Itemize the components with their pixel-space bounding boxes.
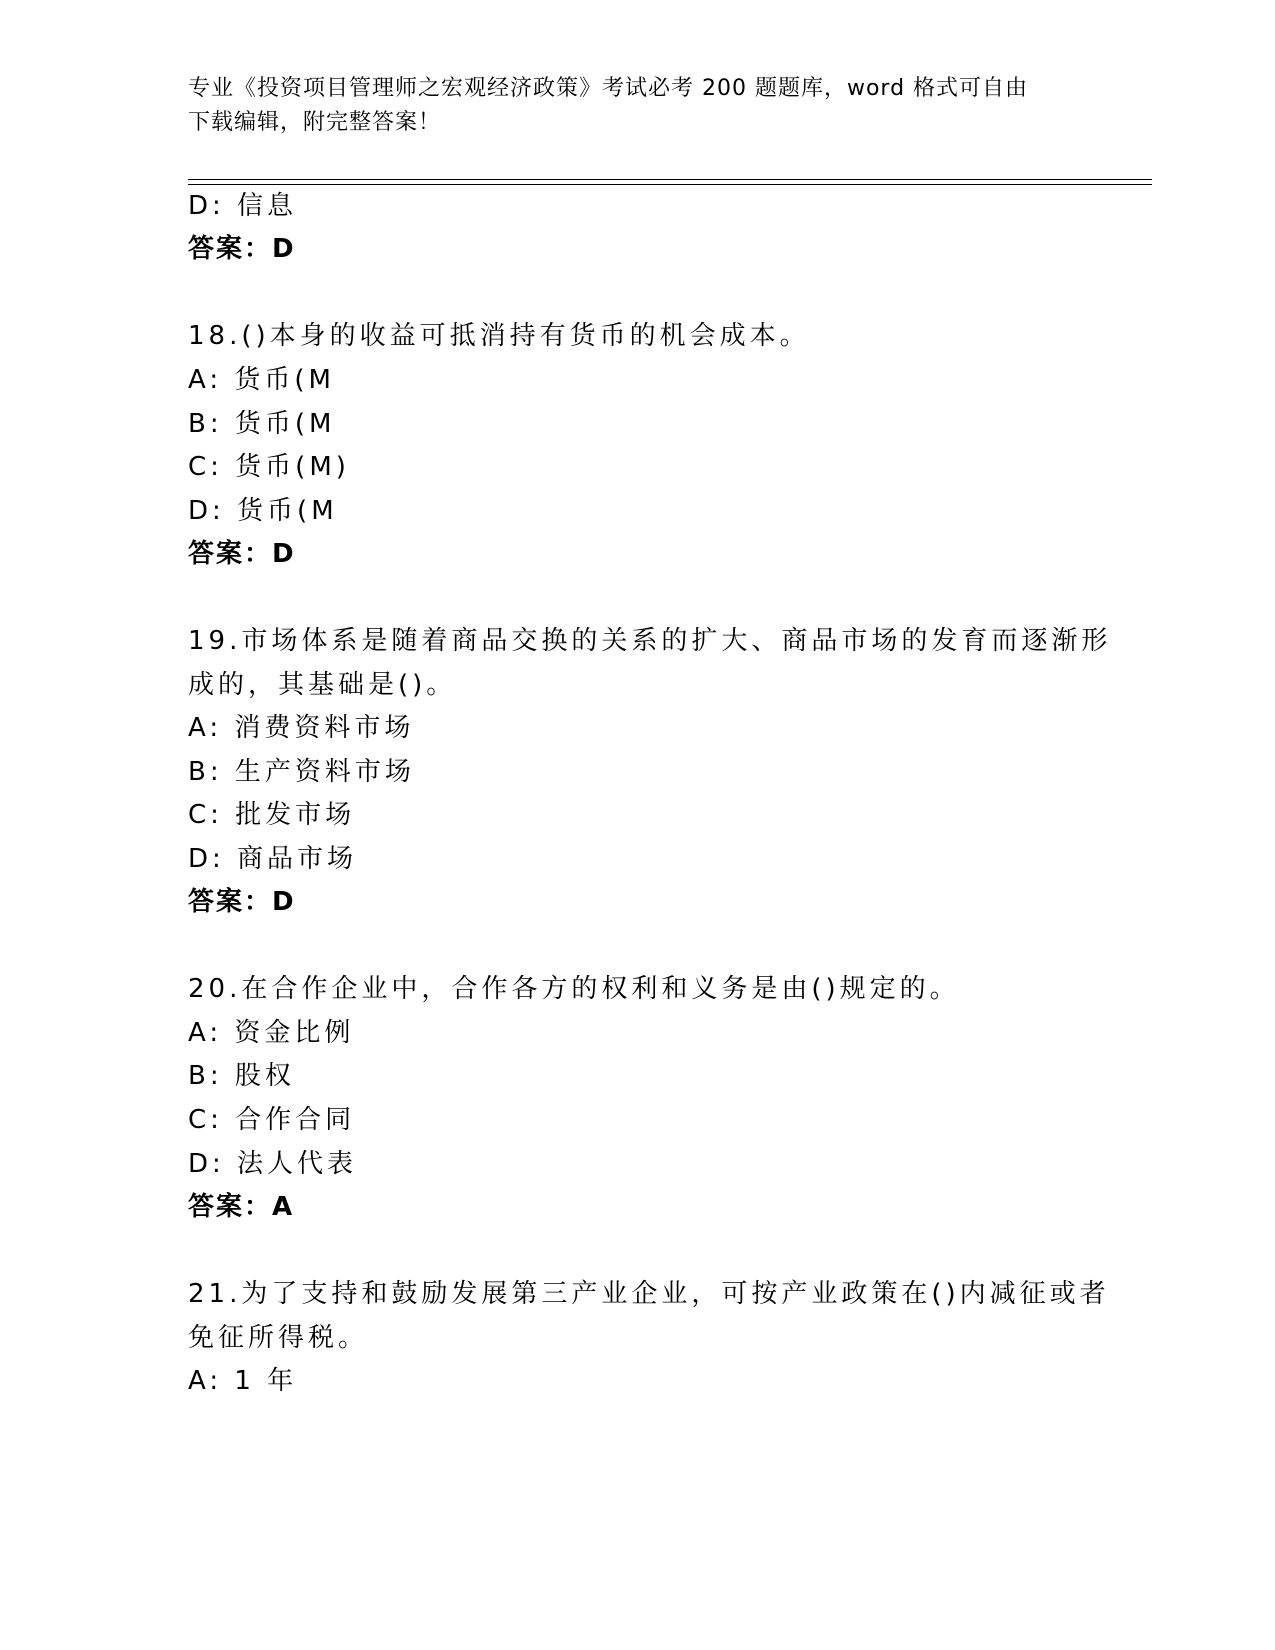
q18-option-a: A: 货币(M (188, 365, 335, 395)
header-divider-top (188, 179, 1152, 180)
header-line-1: 专业《投资项目管理师之宏观经济政策》考试必考 200 题题库，word 格式可自由 (188, 76, 1029, 101)
q19-option-a: A: 消费资料市场 (188, 713, 415, 743)
q18-option-b: B: 货币(M (188, 409, 336, 439)
q18-option-d: D: 货币(M (188, 496, 338, 526)
q21-option-a: A: 1 年 (188, 1366, 298, 1396)
q18-stem: 18.()本身的收益可抵消持有货币的机会成本。 (188, 321, 810, 351)
q20-stem: 20.在合作企业中，合作各方的权利和义务是由()规定的。 (188, 974, 960, 1004)
q19-answer: 答案：D (188, 887, 296, 917)
q19-stem-line-2: 成的，其基础是()。 (188, 670, 457, 700)
header-line-2: 下载编辑，附完整答案！ (188, 110, 442, 135)
q20-answer: 答案：A (188, 1192, 295, 1222)
document-header (188, 72, 1088, 140)
header-divider-bottom (188, 184, 1152, 185)
q20-option-d: D: 法人代表 (188, 1149, 358, 1179)
q17-answer: 答案：D (188, 234, 296, 264)
q20-option-b: B: 股权 (188, 1061, 295, 1091)
q18-option-c: C: 货币(M) (188, 452, 350, 482)
q21-stem-line-1: 21.为了支持和鼓励发展第三产业企业，可按产业政策在()内减征或者 (188, 1279, 1110, 1309)
q20-option-a: A: 资金比例 (188, 1018, 355, 1048)
q19-option-b: B: 生产资料市场 (188, 757, 415, 787)
q18-answer: 答案：D (188, 539, 296, 569)
q19-option-d: D: 商品市场 (188, 844, 358, 874)
q20-option-c: C: 合作合同 (188, 1105, 356, 1135)
q19-stem-line-1: 19.市场体系是随着商品交换的关系的扩大、商品市场的发育而逐渐形 (188, 626, 1112, 656)
q19-option-c: C: 批发市场 (188, 800, 356, 830)
q21-stem-line-2: 免征所得税。 (188, 1323, 369, 1353)
q17-option-d: D: 信息 (188, 191, 298, 221)
